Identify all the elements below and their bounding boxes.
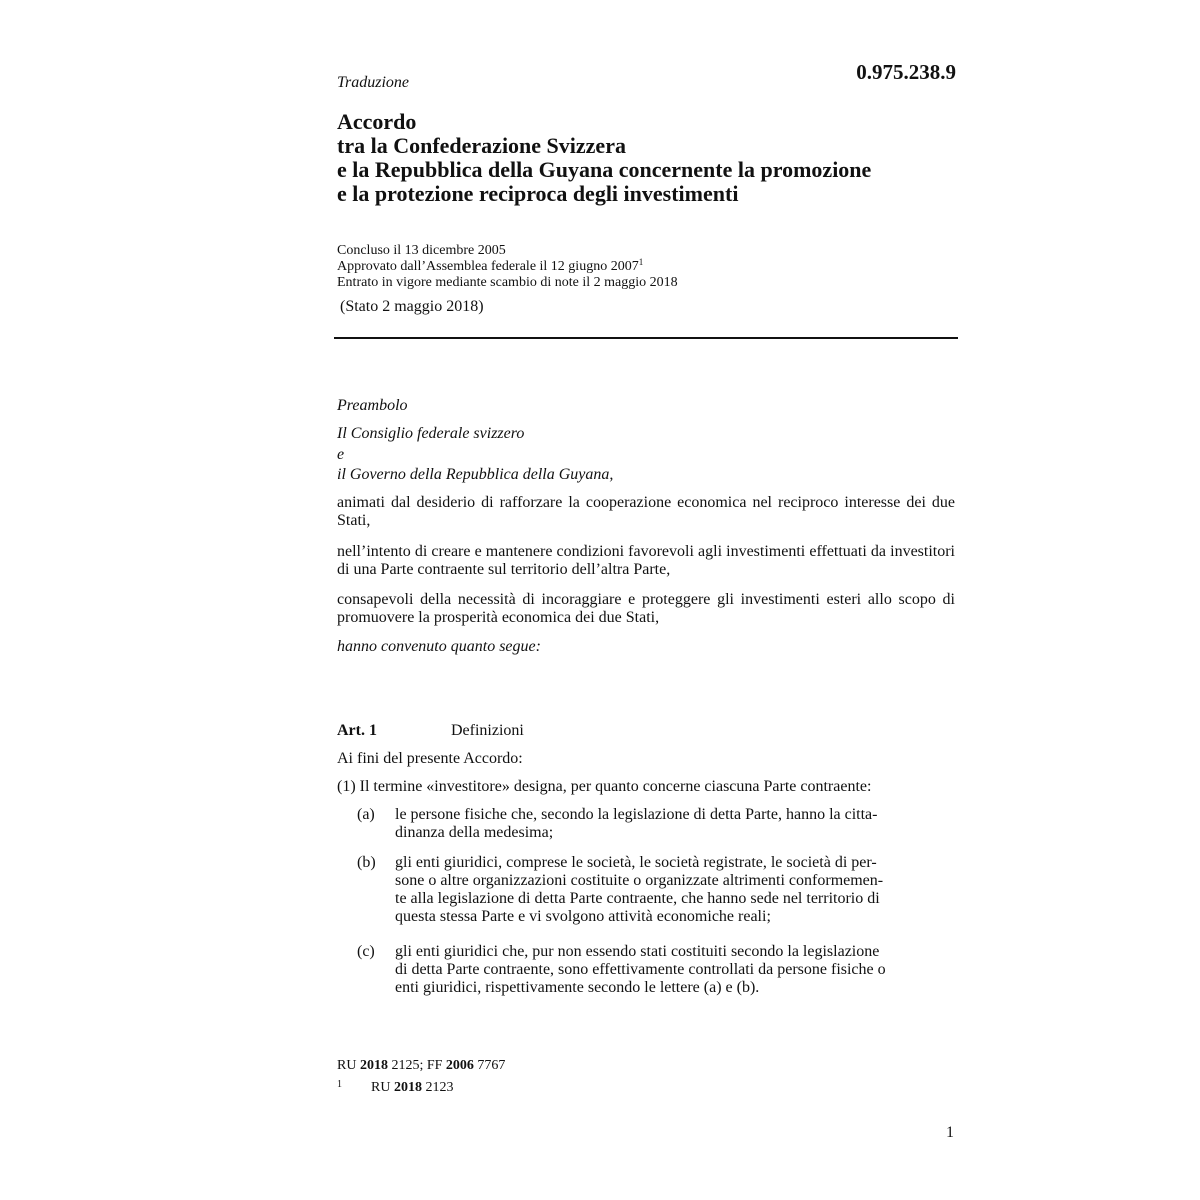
concluded-date: Concluso il 13 dicembre 2005 xyxy=(337,243,506,258)
definition-item-c xyxy=(357,943,955,1003)
title-line: Accordo xyxy=(337,109,417,134)
footnote-number: 1 xyxy=(337,1079,342,1090)
article-number: Art. 1 xyxy=(337,722,377,739)
article-intro: Ai fini del presente Accordo: xyxy=(337,750,523,767)
title-line: e la Repubblica della Guyana concernente la promozione xyxy=(337,157,872,182)
item-label: (b) xyxy=(357,854,376,871)
article-title: Definizioni xyxy=(451,722,524,739)
approved-date: Approvato dall’Assemblea federale il 12 giugno 2007$^1$ xyxy=(337,257,644,274)
item-label: (c) xyxy=(357,943,375,960)
page-number: 1 xyxy=(946,1124,954,1141)
preamble-paragraph: nell’intento di creare e mantenere condizioni favorevoli agli investimenti effettuati da investitori di una Parte contraente sul territorio dell’altra Parte, xyxy=(337,543,955,578)
preamble-party-1: Il Consiglio federale svizzero xyxy=(337,425,525,442)
translation-label: Traduzione xyxy=(337,74,410,91)
item-label: (a) xyxy=(357,806,375,823)
preamble-heading: Preambolo xyxy=(337,397,408,414)
article-clause-1: (1) Il termine «investitore» designa, per quanto concerne ciascuna Parte contraente: xyxy=(337,778,872,795)
preamble-party-2: il Governo della Repubblica della Guyana, xyxy=(337,466,614,483)
status-date: (Stato 2 maggio 2018) xyxy=(340,298,484,315)
sr-number: 0.975.238.9 xyxy=(856,60,956,84)
item-text: gli enti giuridici che, pur non essendo stati costituiti secondo la legislazione di detta Parte contraente, sono effettivamente controllati da persone fisiche o enti giuridici, rispettivamente secondo le lettere (a) e (b). xyxy=(395,943,886,996)
definition-item-a xyxy=(357,806,955,846)
document-title xyxy=(337,110,871,206)
title-line: tra la Confederazione Svizzera xyxy=(337,133,626,158)
enactment-metadata xyxy=(337,243,678,291)
header-divider xyxy=(334,337,958,339)
footnote-ref[interactable]: 1 xyxy=(638,257,644,267)
preamble-closing: hanno convenuto quanto segue: xyxy=(337,638,541,655)
preamble-paragraph: consapevoli della necessità di incoraggiare e proteggere gli investimenti esteri allo scopo di promuovere la prosperità economica dei due Stati, xyxy=(337,591,955,626)
item-text: le persone fisiche che, secondo la legislazione di detta Parte, hanno la citta- dinanza della medesima; xyxy=(395,806,878,841)
official-source-reference: RU 2018 2125; FF 2006 7767 xyxy=(337,1058,506,1073)
entry-into-force: Entrato in vigore mediante scambio di note il 2 maggio 2018 xyxy=(337,275,678,290)
preamble-conjunction: e xyxy=(337,446,345,463)
title-line: e la protezione reciproca degli investimenti xyxy=(337,181,739,206)
preamble-paragraph: animati dal desiderio di rafforzare la cooperazione economica nel reciproco interesse dei due Stati, xyxy=(337,494,955,529)
item-text: gli enti giuridici, comprese le società, le società registrate, le società di per- sone o altre organizzazioni costituite o organizzate altrimenti conformemen- te alla legislazione di detta Parte contraente, che hanno sede nel territorio di questa stessa Parte e vi svolgono attività economiche reali; xyxy=(395,854,884,925)
footnote-1: 1 RU 2018 2123 xyxy=(337,1079,454,1095)
definition-item-b xyxy=(357,854,955,934)
